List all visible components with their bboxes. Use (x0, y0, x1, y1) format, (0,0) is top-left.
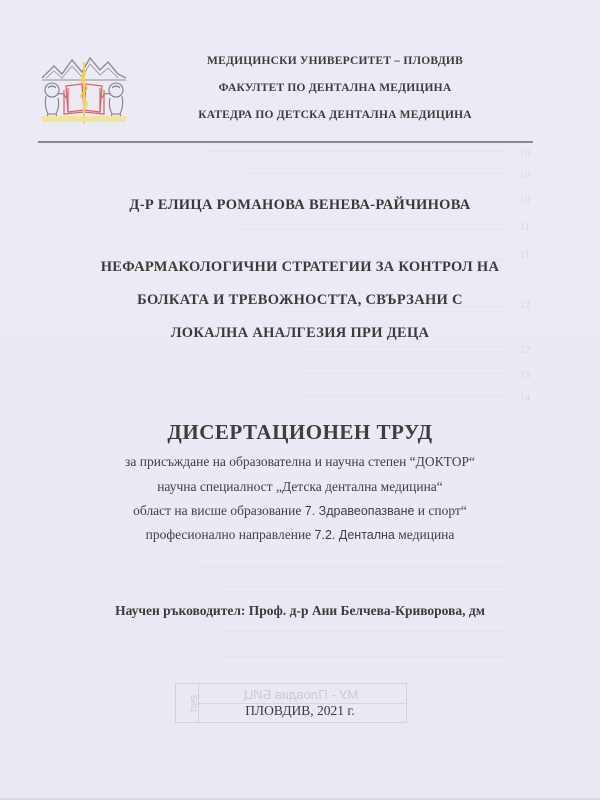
field-line-prefix: област на висше образование (133, 503, 305, 518)
field-line (0, 503, 600, 519)
stamp-text: МУ - Пловдив БИЦ (243, 687, 359, 702)
header-divider (38, 141, 533, 143)
author-name: Д-Р ЕЛИЦА РОМАНОВА ВЕНЕВА-РАЙЧИНОВА (129, 197, 471, 213)
field-line-suffix: и спорт“ (414, 503, 467, 518)
direction-line-suffix: медицина (394, 527, 455, 542)
field-line-code: 7. Здравеопазване (304, 504, 415, 518)
specialty-line: научна специалност „Детска дентална медицина“ (157, 479, 443, 494)
degree-line: за присъждане на образователна и научна степен “ДОКТОР“ (125, 454, 475, 469)
title-line: НЕФАРМАКОЛОГИЧНИ СТРАТЕГИИ ЗА КОНТРОЛ НА (100, 259, 500, 275)
title-line: БОЛКАТА И ТРЕВОЖНОСТТА, СВЪРЗАНИ С (137, 292, 463, 308)
document-page: 10 10 10 11 11 12 12 13 14 МЕДИЦИНСКИ УНИВЕРСИТЕТ – ПЛОВДИВ ФАКУЛТЕТ ПО ДЕНТАЛНА МЕДИЦИНА КАТЕДРА ПО ДЕТСКА ДЕНТАЛНА МЕДИЦИНА Д-Р ЕЛИЦА РОМАНОВА ВЕНЕВА-РАЙЧИНОВА НЕФАРМАКОЛОГИЧНИ СТРАТЕГИИ ЗА КОНТРОЛ НА БОЛКАТА И ТРЕВОЖНОСТТА, СВЪРЗАНИ С ЛОКАЛНА АНАЛГЕЗИЯ ПРИ ДЕЦА ДИСЕРТАЦИОНЕН ТРУД за присъждане на образователна и научна степен “ДОКТОР“ научна специалност „Детска дентална медицина“ област на висше образование 7. Здравеопазване и спорт“ професионално направление 7.2. Дентална медицина Научен ръководител: Проф. д-р Ани Белчева-Криворова, дм БИЦ МУ - Пловдив БИЦ ПЛОВДИВ, 2021 г. (0, 0, 600, 800)
document-type: ДИСЕРТАЦИОНЕН ТРУД (167, 420, 433, 444)
university-crest-icon (38, 48, 130, 128)
direction-line (0, 527, 600, 543)
direction-line-code: 7.2. Дентална (314, 528, 395, 542)
university-name: МЕДИЦИНСКИ УНИВЕРСИТЕТ – ПЛОВДИВ (207, 55, 463, 67)
direction-line-prefix: професионално направление (145, 527, 315, 542)
city-year: ПЛОВДИВ, 2021 г. (245, 703, 355, 718)
department-name: КАТЕДРА ПО ДЕТСКА ДЕНТАЛНА МЕДИЦИНА (198, 109, 472, 121)
faculty-name: ФАКУЛТЕТ ПО ДЕНТАЛНА МЕДИЦИНА (218, 82, 452, 94)
scientific-supervisor: Научен ръководител: Проф. д-р Ани Белчева-Криворова, дм (115, 603, 485, 618)
title-line: ЛОКАЛНА АНАЛГЕЗИЯ ПРИ ДЕЦА (170, 325, 430, 341)
stamp-side-label: БИЦ (176, 684, 199, 722)
